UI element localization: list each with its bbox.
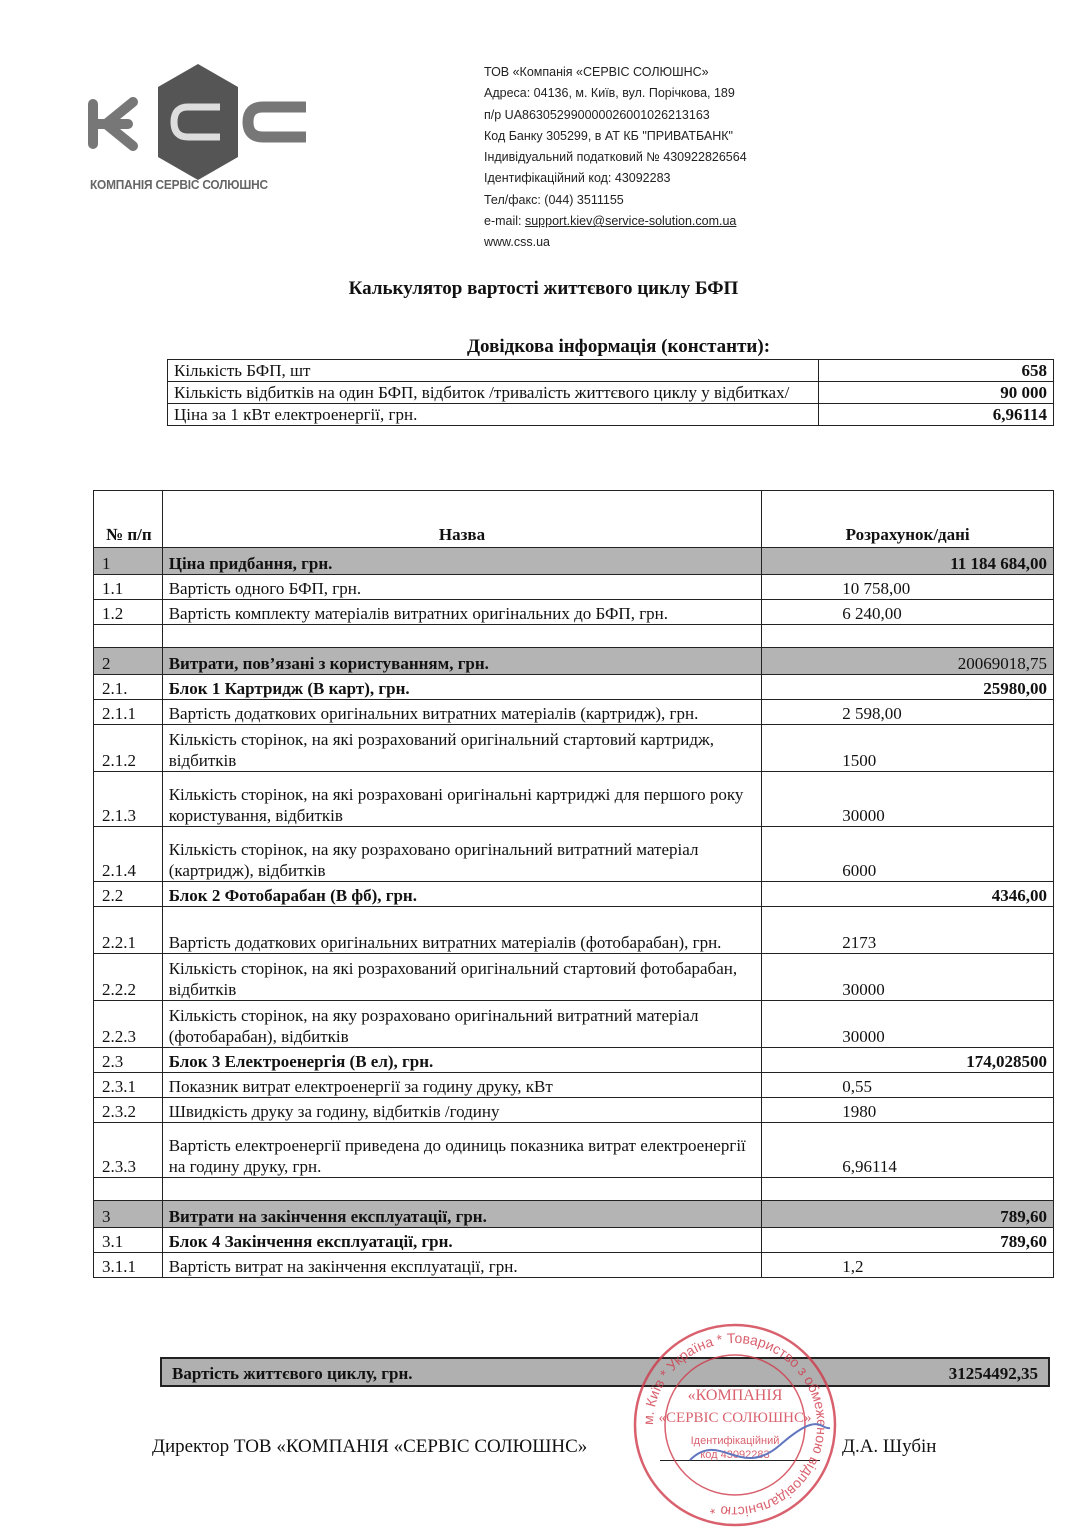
signature-position: Директор ТОВ «КОМПАНІЯ «СЕРВІС СОЛЮШНС» <box>152 1436 588 1457</box>
row-value: 2173 <box>762 907 1054 954</box>
row-num: 2.3.1 <box>94 1073 163 1098</box>
row-num: 2.1. <box>94 675 163 700</box>
row-value: 2 598,00 <box>762 700 1054 725</box>
row-value: 25980,00 <box>762 675 1054 700</box>
row-value: 6,96114 <box>762 1123 1054 1178</box>
row-value: 6 240,00 <box>762 600 1054 625</box>
table-row <box>94 575 1054 600</box>
row-name: Показник витрат електроенергії за годину друку, кВт <box>162 1073 762 1098</box>
signature-name: Д.А. Шубін <box>842 1436 937 1457</box>
company-account: п/р UA863052990000026001026213163 <box>484 107 710 122</box>
row-num: 2.1.2 <box>94 725 163 772</box>
row-num: 2.2.2 <box>94 954 163 1001</box>
table-row <box>94 700 1054 725</box>
row-value: 1500 <box>762 725 1054 772</box>
row-num: 2.2.1 <box>94 907 163 954</box>
row-num: 2 <box>94 648 163 675</box>
section-row <box>94 648 1054 675</box>
row-num: 3 <box>94 1201 163 1228</box>
row-num: 3.1 <box>94 1228 163 1253</box>
table-row <box>94 1253 1054 1278</box>
row-value: 4346,00 <box>762 882 1054 907</box>
row-num: 3.1.1 <box>94 1253 163 1278</box>
table-header-row <box>94 491 1054 548</box>
section-row <box>94 1201 1054 1228</box>
row-name: Блок 2 Фотобарабан (В фб), грн. <box>162 882 762 907</box>
constants-row <box>168 360 1054 382</box>
row-name: Блок 3 Електроенергія (В ел), грн. <box>162 1048 762 1073</box>
table-row <box>94 1073 1054 1098</box>
row-num: 2.3.2 <box>94 1098 163 1123</box>
row-num: 2.3 <box>94 1048 163 1073</box>
table-row <box>94 725 1054 772</box>
constants-row <box>168 404 1054 426</box>
company-address: Адреса: 04136, м. Київ, вул. Порічкова, 189 <box>484 86 735 101</box>
company-id-code: Ідентифікаційний код: 43092283 <box>484 171 671 186</box>
company-email-line <box>484 211 747 232</box>
section-row <box>94 548 1054 575</box>
header-name: Назва <box>162 491 762 548</box>
company-phone: Тел/факс: (044) 3511155 <box>484 192 624 207</box>
svg-text:код 43092283: код 43092283 <box>700 1449 770 1461</box>
row-name: Швидкість друку за годину, відбитків /годину <box>162 1098 762 1123</box>
row-num: 1.2 <box>94 600 163 625</box>
row-name: Блок 4 Закінчення експлуатації, грн. <box>162 1228 762 1253</box>
company-name: ТОВ «Компанія «СЕРВІС СОЛЮШНС» <box>484 65 709 79</box>
row-value: 789,60 <box>762 1228 1054 1253</box>
table-row <box>94 1098 1054 1123</box>
block-row <box>94 1048 1054 1073</box>
empty-row <box>94 1178 1054 1201</box>
constant-value: 6,96114 <box>819 404 1054 426</box>
stamp-icon <box>630 1320 840 1530</box>
svg-text:«СЕРВІС СОЛЮШНС»: «СЕРВІС СОЛЮШНС» <box>658 1410 812 1426</box>
table-row <box>94 827 1054 882</box>
company-bank: Код Банку 305299, в АТ КБ "ПРИВАТБАНК" <box>484 128 733 143</box>
page-title: Калькулятор вартості життєвого циклу БФП <box>348 278 739 299</box>
row-value: 30000 <box>762 954 1054 1001</box>
row-name: Ціна придбання, грн. <box>162 548 762 575</box>
table-row <box>94 1123 1054 1178</box>
row-value: 6000 <box>762 827 1054 882</box>
row-value: 174,028500 <box>762 1048 1054 1073</box>
table-row <box>94 772 1054 827</box>
constant-label: Кількість відбитків на один БФП, відбиток /тривалість життєвого циклу у відбитках/ <box>168 382 819 404</box>
block-row <box>94 675 1054 700</box>
row-value: 1980 <box>762 1098 1054 1123</box>
header-value: Розрахунок/дані <box>762 491 1054 548</box>
company-website[interactable]: www.css.ua <box>484 235 550 250</box>
header-num: № п/п <box>94 491 163 548</box>
row-num: 1.1 <box>94 575 163 600</box>
block-row <box>94 1228 1054 1253</box>
row-value: 20069018,75 <box>762 648 1054 675</box>
table-row <box>94 1001 1054 1048</box>
row-name: Кількість сторінок, на яку розраховано оригінальний витратний матеріал (картридж), відбитків <box>162 827 762 882</box>
row-name: Вартість комплекту матеріалів витратних оригінальних до БФП, грн. <box>162 600 762 625</box>
constants-title: Довідкова інформація (константи): <box>466 336 771 357</box>
table-row <box>94 907 1054 954</box>
constant-value: 658 <box>819 360 1054 382</box>
row-name: Вартість додаткових оригінальних витратних матеріалів (фотобарабан), грн. <box>162 907 762 954</box>
row-value: 0,55 <box>762 1073 1054 1098</box>
row-num: 2.2 <box>94 882 163 907</box>
row-num: 2.2.3 <box>94 1001 163 1048</box>
row-name: Кількість сторінок, на які розрахований оригінальний стартовий фотобарабан, відбитків <box>162 954 762 1001</box>
constants-table <box>167 359 1054 426</box>
constant-value: 90 000 <box>819 382 1054 404</box>
row-name: Кількість сторінок, на яку розраховано оригінальний витратний матеріал (фотобарабан), відбитків <box>162 1001 762 1048</box>
email-link[interactable]: support.kiev@service-solution.com.ua <box>524 214 737 229</box>
constant-label: Ціна за 1 кВт електроенергії, грн. <box>168 404 819 426</box>
table-row <box>94 600 1054 625</box>
row-value: 10 758,00 <box>762 575 1054 600</box>
svg-text:«КОМПАНІЯ: «КОМПАНІЯ <box>687 1387 783 1404</box>
total-box <box>160 1357 1050 1387</box>
row-value: 30000 <box>762 772 1054 827</box>
row-name: Витрати на закінчення експлуатації, грн. <box>162 1201 762 1228</box>
row-value: 11 184 684,00 <box>762 548 1054 575</box>
constants-row <box>168 382 1054 404</box>
svg-text:м. Київ * Україна * Товариство: м. Київ * Україна * Товариство з обмеженою відповідальністю * <box>639 1329 831 1521</box>
row-name: Вартість витрат на закінчення експлуатації, грн. <box>162 1253 762 1278</box>
row-value: 1,2 <box>762 1253 1054 1278</box>
block-row <box>94 882 1054 907</box>
total-value: 31254492,35 <box>948 1364 1038 1383</box>
table-row <box>94 954 1054 1001</box>
svg-text:Ідентифікаційний: Ідентифікаційний <box>690 1435 780 1447</box>
row-name: Блок 1 Картридж (В карт), грн. <box>162 675 762 700</box>
row-name: Вартість електроенергії приведена до одиниць показника витрат електроенергії на годину друку, грн. <box>162 1123 762 1178</box>
row-value: 789,60 <box>762 1201 1054 1228</box>
row-name: Кількість сторінок, на які розраховані оригінальні картриджі для першого року користування, відбитків <box>162 772 762 827</box>
row-num: 2.1.3 <box>94 772 163 827</box>
company-tax-id: Індивідуальний податковий № 430922826564 <box>484 150 747 165</box>
empty-row <box>94 625 1054 648</box>
row-name: Кількість сторінок, на які розрахований оригінальний стартовий картридж, відбитків <box>162 725 762 772</box>
row-num: 1 <box>94 548 163 575</box>
row-name: Витрати, пов’язані з користуванням, грн. <box>162 648 762 675</box>
row-value: 30000 <box>762 1001 1054 1048</box>
email-label: e-mail: <box>484 214 525 229</box>
row-num: 2.1.4 <box>94 827 163 882</box>
total-label: Вартість життєвого циклу, грн. <box>172 1364 413 1383</box>
row-name: Вартість додаткових оригінальних витратних матеріалів (картридж), грн. <box>162 700 762 725</box>
row-num: 2.3.3 <box>94 1123 163 1178</box>
row-num: 2.1.1 <box>94 700 163 725</box>
company-details <box>484 62 747 254</box>
logo-caption: КОМПАНІЯ СЕРВІС СОЛЮШНС <box>90 178 268 192</box>
constant-label: Кількість БФП, шт <box>168 360 819 382</box>
row-name: Вартість одного БФП, грн. <box>162 575 762 600</box>
calculation-table <box>93 490 1054 1278</box>
